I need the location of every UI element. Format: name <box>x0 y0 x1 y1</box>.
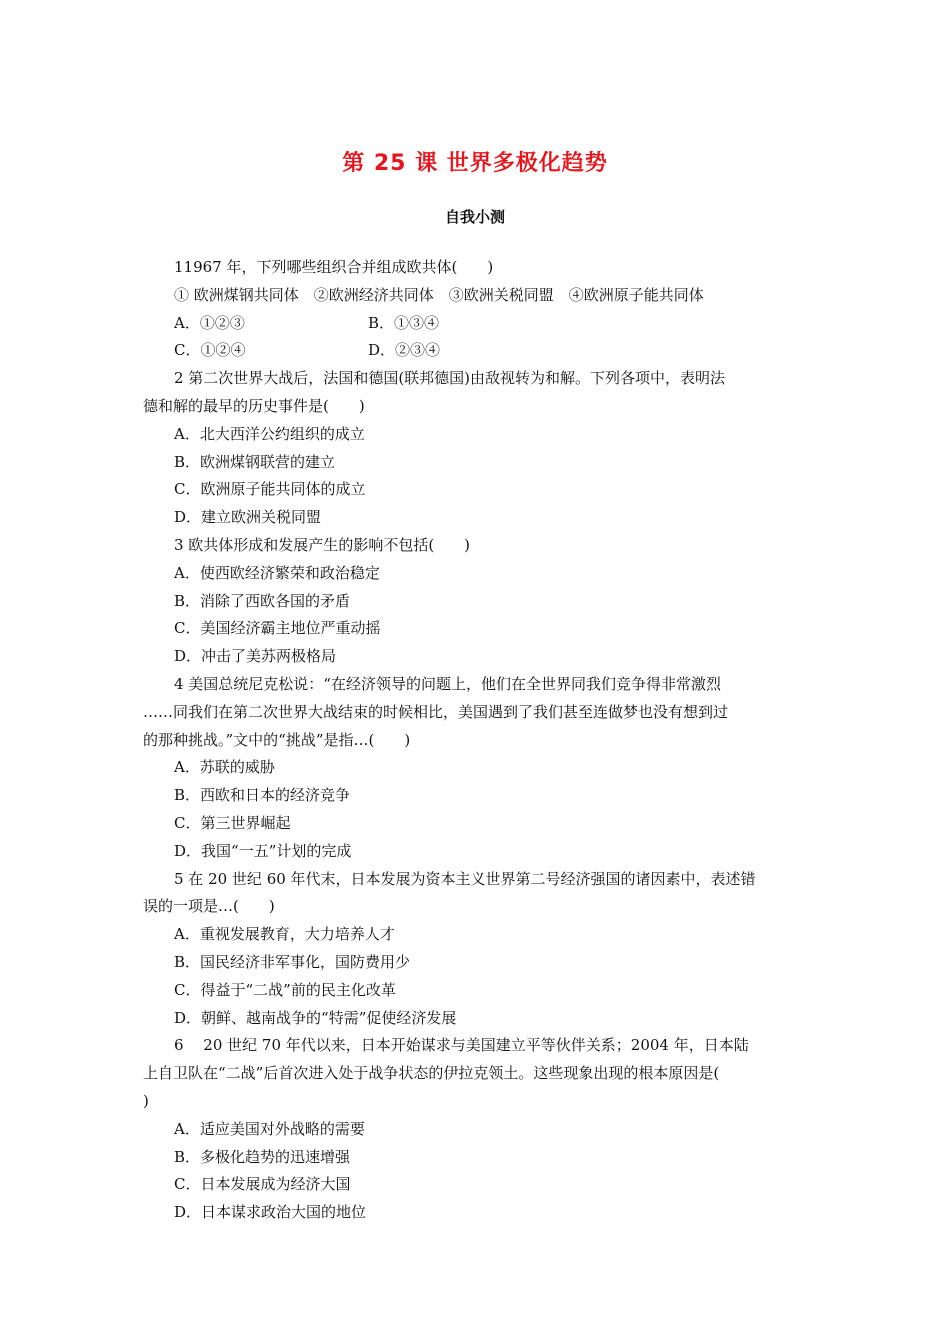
option-c: C．日本发展成为经济大国 <box>174 1175 351 1194</box>
option-b: B．①③④ <box>368 313 440 332</box>
option-c: C．美国经济霸主地位严重动摇 <box>174 619 381 638</box>
option-a: A．重视发展教育，大力培养人才 <box>174 925 395 944</box>
question-4-stem: 4 美国总统尼克松说：“在经济领导的问题上，他们在全世界同我们竞争得非常激烈 <box>174 674 721 693</box>
question-3-stem: 3 欧共体形成和发展产生的影响不包括( ) <box>174 535 471 554</box>
option-a: A．①②③ <box>174 313 245 332</box>
question-5-stem: 5 在 20 世纪 60 年代末，日本发展为资本主义世界第二号经济强国的诸因素中，表述错 <box>174 869 756 888</box>
question-2-stem: 2 第二次世界大战后，法国和德国(联邦德国)由敌视转为和解。下列各项中，表明法 <box>174 369 726 388</box>
option-d: D．我国“一五”计划的完成 <box>174 841 352 860</box>
option-a: A．苏联的威胁 <box>174 758 275 777</box>
question-4-stem-continued: ……同我们在第二次世界大战结束的时候相比，美国遇到了我们甚至连做梦也没有想到过 <box>143 702 729 721</box>
option-b: B．欧洲煤钢联营的建立 <box>174 452 336 471</box>
option-d: D．②③④ <box>368 341 441 360</box>
page-title: 第 25 课 世界多极化趋势 <box>342 151 608 176</box>
option-a: A．适应美国对外战略的需要 <box>174 1119 365 1138</box>
question-6-stem-continued: 上自卫队在“二战”后首次进入处于战争状态的伊拉克领土。这些现象出现的根本原因是( <box>143 1064 720 1083</box>
option-d: D．朝鲜、越南战争的“特需”促使经济发展 <box>174 1008 457 1027</box>
question-6-stem: 6 20 世纪 70 年代以来，日本开始谋求与美国建立平等伙伴关系；2004 年，日本陆 <box>174 1036 749 1055</box>
option-c: C．第三世界崛起 <box>174 813 291 832</box>
option-d: D．冲击了美苏两极格局 <box>174 647 337 666</box>
section-subtitle: 自我小测 <box>444 208 505 226</box>
option-d: D．建立欧洲关税同盟 <box>174 508 322 527</box>
option-a: A．使西欧经济繁荣和政治稳定 <box>174 563 380 582</box>
question-2-stem-continued: 德和解的最早的历史事件是( ) <box>143 396 365 415</box>
option-c: C．欧洲原子能共同体的成立 <box>174 480 366 499</box>
question-1-options-row-2 <box>143 337 809 365</box>
question-1-items: ① 欧洲煤钢共同体 ②欧洲经济共同体 ③欧洲关税同盟 ④欧洲原子能共同体 <box>174 285 704 304</box>
question-1-options-row-1 <box>143 310 809 338</box>
question-list <box>143 254 809 1227</box>
option-b: B．消除了西欧各国的矛盾 <box>174 591 351 610</box>
option-c: C．①②④ <box>174 341 246 360</box>
option-b: B．国民经济非军事化，国防费用少 <box>174 952 411 971</box>
question-5-stem-continued: 误的一项是…( ) <box>143 897 275 916</box>
question-6-stem-continued: ) <box>143 1091 149 1110</box>
option-d: D．日本谋求政治大国的地位 <box>174 1203 367 1222</box>
option-b: B．西欧和日本的经济竞争 <box>174 786 351 805</box>
question-4-stem-continued: 的那种挑战。”文中的“挑战”是指…( ) <box>143 730 411 749</box>
question-1-stem: 11967 年，下列哪些组织合并组成欧共体( ) <box>174 258 494 276</box>
option-a: A．北大西洋公约组织的成立 <box>174 424 365 443</box>
option-b: B．多极化趋势的迅速增强 <box>174 1147 351 1166</box>
option-c: C．得益于“二战”前的民主化改革 <box>174 980 396 999</box>
